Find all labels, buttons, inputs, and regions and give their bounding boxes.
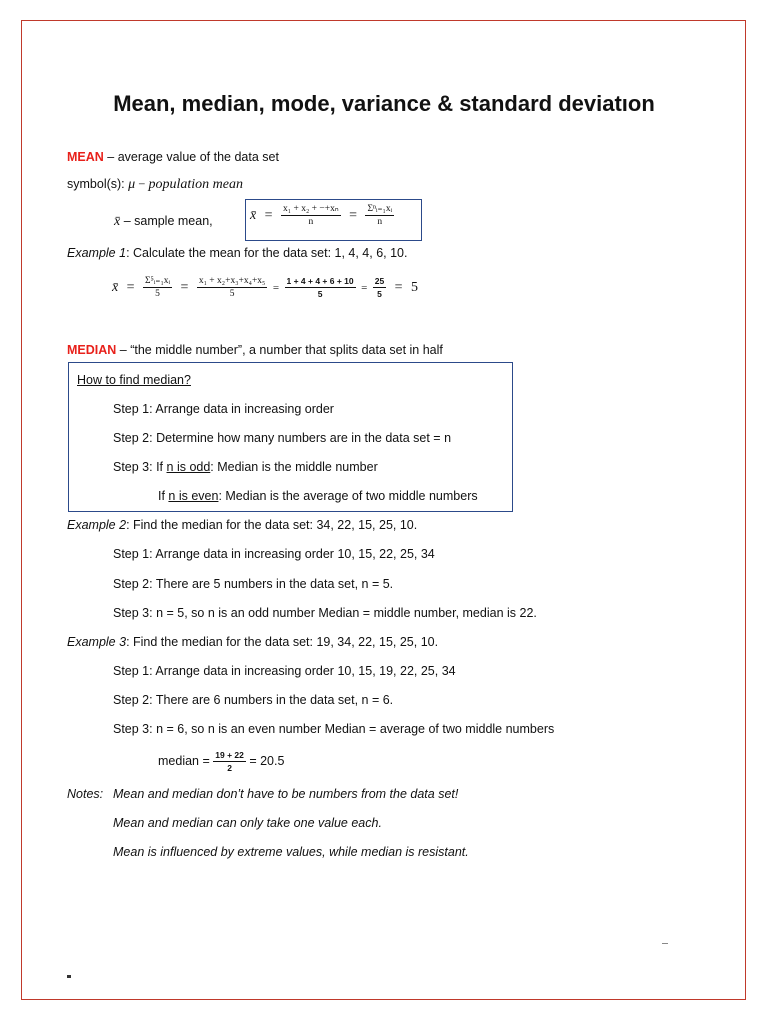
symbols-label: symbol(s): (67, 177, 129, 191)
population-mean-text: population mean (148, 177, 243, 192)
median-fraction (213, 750, 246, 773)
median-definition-line (67, 343, 443, 357)
stray-dot (67, 975, 71, 978)
median-step1: Step 1: Arrange data in increasing order (113, 402, 334, 416)
example1-calculation (112, 275, 418, 299)
ex1-f1-den: 5 (155, 289, 160, 299)
example3-label: Example 3 (67, 635, 127, 649)
example2-step1: Step 1: Arrange data in increasing order 10, 15, 22, 25, 34 (113, 547, 435, 561)
ex1-f3-den: 5 (317, 288, 323, 299)
median-step2: Step 2: Determine how many numbers are in the data set = n (113, 431, 452, 445)
median-label: MEDIAN (67, 343, 117, 357)
formula-equals-1: = (264, 208, 273, 224)
ex1-f4-den: 5 (377, 288, 382, 299)
example2-step2: Step 2: There are 5 numbers in the data set, n = 5. (113, 577, 394, 591)
mu-symbol: μ (128, 177, 136, 192)
formula-frac1-num: x₁ + x₂ + −+xₙ (283, 204, 339, 214)
formula-frac2-num: Σⁿᵢ₌₁xᵢ (367, 204, 393, 214)
median-frac-num: 19 + 22 (215, 750, 244, 760)
ex1-frac-total (373, 276, 386, 299)
page-title: Mean, median, mode, variance & standard deviatıon (113, 91, 655, 116)
mean-label: MEAN (67, 150, 104, 164)
ex1-f2-num: x₁ + x₂+x₃+x₄+x₅ (198, 275, 266, 286)
xbar-symbol: x̄ (114, 214, 121, 229)
sample-mean-text: – sample mean, (120, 214, 213, 228)
ex1-eq-4: = (361, 282, 368, 295)
notes-label: Notes: (67, 787, 104, 801)
ex1-f3-num: 1 + 4 + 4 + 6 + 10 (286, 275, 354, 286)
example3-step1: Step 1: Arrange data in increasing order 10, 15, 19, 22, 25, 34 (113, 664, 456, 678)
example2-label: Example 2 (67, 518, 127, 532)
note-1: Mean and median don’t have to be numbers from the data set! (113, 787, 459, 801)
note-3: Mean is influenced by extreme values, while median is resistant. (113, 845, 469, 859)
example3-text: : Find the median for the data set: 19, 34, 22, 15, 25, 10. (126, 635, 439, 649)
formula-fraction-sum (281, 203, 341, 227)
median-box-title: How to find median? (77, 373, 191, 387)
mean-definition: – average value of the data set (103, 150, 279, 164)
example1-label: Example 1 (67, 246, 127, 260)
n-is-odd: n is odd (166, 460, 211, 474)
ex1-result: 5 (411, 280, 419, 296)
step3-if: If (158, 489, 169, 503)
ex1-eq-2: = (180, 280, 189, 296)
example3-median-calc (158, 750, 284, 773)
n-is-even: n is even (168, 489, 219, 503)
median-frac-den: 2 (227, 763, 232, 773)
ex1-frac-sigma (143, 275, 172, 299)
example3-step2: Step 2: There are 6 numbers in the data set, n = 6. (113, 693, 394, 707)
ex1-xbar: x̄ (112, 280, 119, 296)
median-calc-label: median = (158, 753, 214, 768)
ex1-frac-values (285, 276, 356, 299)
ex1-eq-1: = (126, 280, 135, 296)
example1-line (67, 246, 407, 260)
example1-text: : Calculate the mean for the data set: 1, 4, 4, 6, 10. (126, 246, 408, 260)
ex1-f1-num: Σ⁵ᵢ₌₁xᵢ (145, 276, 171, 286)
step3-odd-rest: : Median is the middle number (210, 460, 378, 474)
ex1-eq-3: = (272, 282, 280, 295)
ex1-eq-5: = (394, 280, 403, 296)
median-result: = 20.5 (245, 753, 285, 768)
formula-frac1-den: n (308, 217, 314, 227)
minus-sign: − (135, 177, 149, 191)
stray-mark (662, 943, 668, 944)
step3-even-rest: : Median is the average of two middle numbers (218, 489, 478, 503)
formula-frac2-den: n (377, 217, 383, 227)
sample-mean-line (114, 214, 213, 230)
median-definition: – “the middle number”, a number that splits data set in half (116, 343, 443, 357)
note-2: Mean and median can only take one value each. (113, 816, 382, 830)
formula-equals-2: = (349, 208, 357, 224)
example2-line (67, 518, 417, 532)
step3-prefix: Step 3: If (113, 460, 167, 474)
mean-definition-line (67, 150, 279, 164)
example2-step3: Step 3: n = 5, so n is an odd number Median = middle number, median is 22. (113, 606, 537, 620)
example3-line (67, 635, 438, 649)
median-step3-odd (113, 460, 378, 474)
symbols-line (67, 177, 243, 193)
ex1-f2-den: 5 (229, 288, 235, 299)
mean-formula (250, 203, 394, 227)
ex1-frac-terms (197, 276, 268, 299)
example2-text: : Find the median for the data set: 34, 22, 15, 25, 10. (126, 518, 418, 532)
example3-step3: Step 3: n = 6, so n is an even number Median = average of two middle numbers (113, 722, 555, 736)
median-step3-even (158, 489, 478, 503)
ex1-f4-num: 25 (374, 275, 385, 286)
formula-fraction-sigma (365, 203, 394, 227)
formula-xbar: x̄ (250, 208, 257, 224)
